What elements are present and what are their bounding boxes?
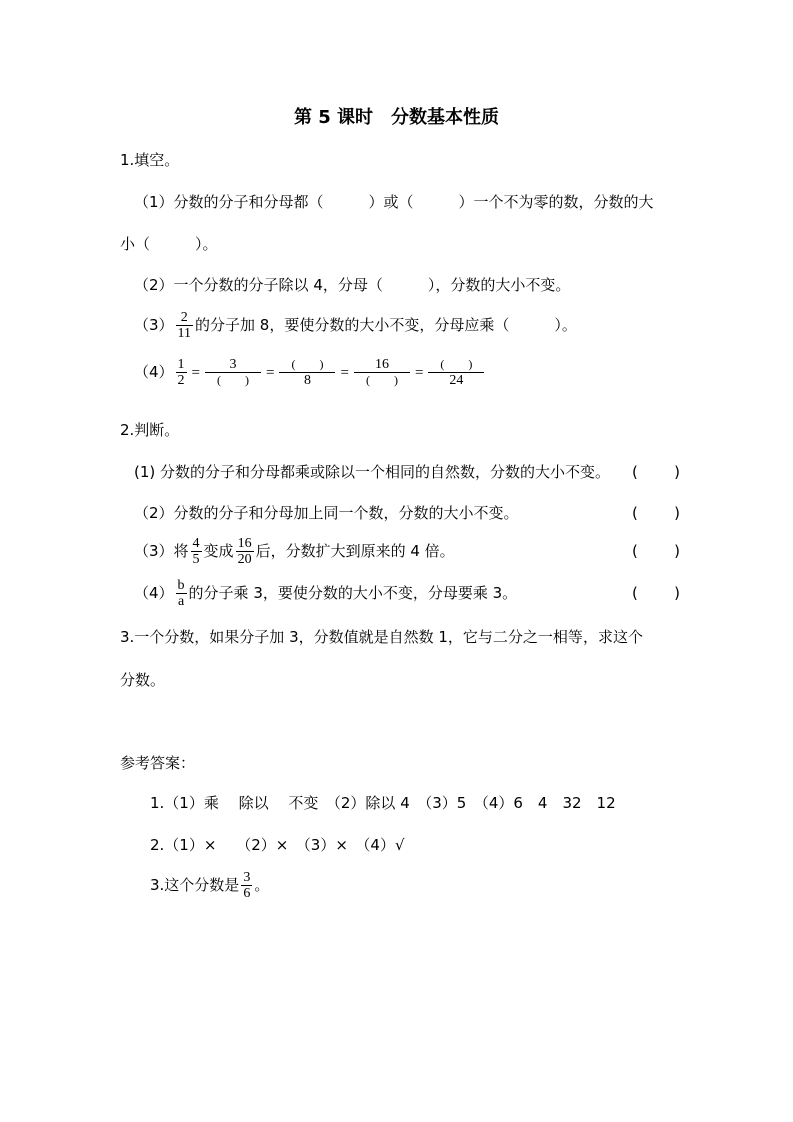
- q1-item3-label: （3）: [134, 316, 174, 334]
- q2-item4: [134, 574, 517, 612]
- fraction-4-5: [191, 536, 202, 567]
- bracket-close: ): [674, 584, 680, 602]
- bracket-close: ): [674, 504, 680, 522]
- fraction-numerator: 3: [229, 357, 237, 372]
- page-title: 第 5 课时 分数基本性质: [293, 107, 500, 128]
- answers-line3: [150, 866, 269, 904]
- fraction-numerator: 4: [192, 536, 200, 551]
- fraction-4: [354, 357, 410, 388]
- equals-sign: =: [266, 364, 275, 381]
- q1-item2: （2）一个分数的分子除以 4，分母（ ），分数的大小不变。: [134, 276, 571, 294]
- q3-line2: 分数。: [120, 671, 166, 689]
- fraction-numerator: 16: [374, 357, 389, 372]
- q2-item3-text-b: 变成: [203, 542, 234, 560]
- answer-bracket[interactable]: [632, 503, 680, 523]
- answers-heading: 参考答案：: [120, 754, 196, 772]
- q1-item3-fraction: [176, 310, 193, 341]
- q1-item3-text: 的分子加 8，要使分数的大小不变，分母应乘（ ）。: [195, 316, 577, 334]
- fraction-denominator: 20: [237, 552, 252, 567]
- fraction-numerator: 2: [180, 310, 188, 325]
- answer-bracket[interactable]: [632, 541, 680, 561]
- bracket-open: (: [632, 542, 638, 560]
- q2-item4-label: （4）: [134, 584, 174, 602]
- fraction-denominator: a: [176, 593, 187, 609]
- bracket-open: (: [632, 504, 638, 522]
- fraction-numerator[interactable]: ( ): [291, 357, 324, 371]
- equals-sign: =: [414, 364, 424, 381]
- q2-item3-text-c: 后，分数扩大到原来的 4 倍。: [255, 542, 455, 560]
- fraction-5: [428, 357, 484, 388]
- equals-sign: =: [340, 364, 349, 381]
- fraction-numerator: 1: [177, 357, 185, 372]
- fraction-1: [176, 357, 187, 388]
- fraction-denominator: 8: [279, 372, 335, 388]
- fraction-numerator: b: [177, 578, 185, 593]
- answers-line2: 2.（1）× （2）× （3）× （4）√: [150, 836, 405, 854]
- fraction-denominator: 6: [243, 886, 251, 901]
- fraction-denominator[interactable]: ( ): [354, 372, 410, 388]
- q2-heading: 2.判断。: [120, 421, 180, 439]
- fraction-3-6: [241, 870, 252, 901]
- q1-heading: 1.填空。: [120, 151, 180, 169]
- bracket-open: (: [632, 463, 638, 481]
- q1-item1-line1: （1）分数的分子和分母都（ ）或（ ）一个不为零的数，分数的大: [134, 193, 654, 211]
- answer-bracket[interactable]: [632, 462, 680, 482]
- fraction-numerator: 3: [243, 870, 251, 885]
- q3-line1: 3.一个分数，如果分子加 3，分数值就是自然数 1，它与二分之一相等，求这个: [120, 628, 643, 646]
- answers-line1: 1.（1）乘 除以 不变 （2）除以 4 （3）5 （4）6 4 32 12: [150, 794, 616, 812]
- answer-bracket[interactable]: [632, 583, 680, 603]
- answers-line3-end: 。: [254, 876, 270, 894]
- q1-item3: [134, 308, 577, 342]
- q1-item4-label: （4）: [134, 363, 174, 381]
- q1-item1-line2: 小（ ）。: [120, 235, 218, 253]
- q2-item4-text: 的分子乘 3，要使分数的大小不变，分母要乘 3。: [188, 584, 518, 602]
- fraction-numerator: 16: [237, 536, 252, 551]
- bracket-close: ): [674, 463, 680, 481]
- q2-item3: [134, 532, 455, 570]
- q2-item1: (1) 分数的分子和分母都乘或除以一个相同的自然数，分数的大小不变。: [134, 463, 611, 481]
- q2-item3-text-a: （3）将: [134, 542, 189, 560]
- fraction-3: [279, 357, 335, 388]
- q1-item4: [134, 352, 486, 393]
- fraction-b-a: [176, 578, 187, 609]
- fraction-denominator: 5: [192, 552, 200, 567]
- fraction-2: [205, 357, 261, 388]
- fraction-numerator[interactable]: ( ): [440, 357, 473, 371]
- bracket-close: ): [674, 542, 680, 560]
- bracket-open: (: [632, 584, 638, 602]
- fraction-denominator: 11: [177, 326, 192, 341]
- equals-sign: =: [191, 364, 201, 381]
- fraction-denominator: 24: [428, 372, 484, 388]
- fraction-16-20: [236, 536, 254, 567]
- q2-item2: （2）分数的分子和分母加上同一个数，分数的大小不变。: [134, 504, 519, 522]
- answers-line3-text: 3.这个分数是: [150, 876, 240, 894]
- fraction-denominator: 2: [177, 373, 185, 388]
- fraction-denominator[interactable]: ( ): [205, 372, 261, 388]
